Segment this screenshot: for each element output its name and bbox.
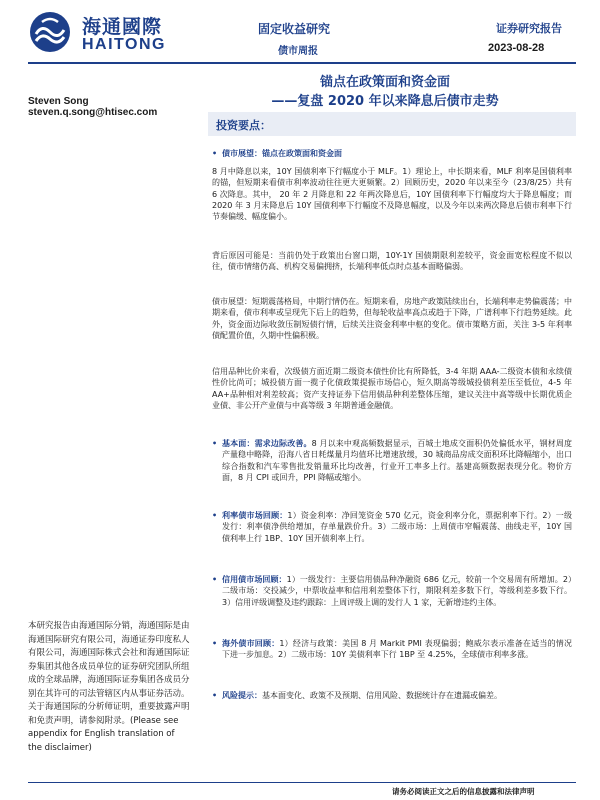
footer-divider xyxy=(28,782,576,783)
main-content xyxy=(208,112,576,772)
bullet-overseas-review-text: 海外债市回顾：1）经济与政策：美国 8 月 Markit PMI 表现偏弱；鲍威尔表示准备在适当的情况下进一步加息。2）二级市场：10Y 美债利率下行 1BP 至 4.25%，全球债市利率多涨。 xyxy=(222,639,572,660)
report-type: 固定收益研究 xyxy=(258,22,331,36)
bullet-dot-icon: • xyxy=(212,149,218,158)
report-date: 2023-08-28 xyxy=(488,42,545,54)
paragraph-reasons: 背后原因可能是：当前仍处于政策出台窗口期，10Y-1Y 国债期限利差较平，资金面宽松程度不似以往，债市情绪仍高、机构交易偏拥挤，长端利率低点时点基本面略偏弱。 xyxy=(212,251,572,272)
bullet-dot-icon: • xyxy=(212,691,218,700)
bullet-dot-icon: • xyxy=(212,439,218,448)
analyst-email[interactable]: steven.q.song@htisec.com xyxy=(28,107,158,118)
report-header xyxy=(0,0,600,64)
paragraph-rate-decline: 8 月中降息以来，10Y 国债利率下行幅度小于 MLF。1）理论上，中长期来看，MLF 利率是国债利率的锚，但短期来看债市利率波动往往更大更频繁。2）回顾历史，2020 年以来至今（23/8/25）共有 6 次降息。其中， 20 年 2 月降息和 22 年两次降息后，10Y 国债利率下行幅度均大于降息幅度；而 2020 年 3 月末降息后 10Y 国债利率下行幅度不及降息幅度，以及今年以来两次降息后债市利率下行节奏偏缓、幅度偏小。 xyxy=(212,167,572,222)
section-header xyxy=(208,112,576,136)
bullet-rates-review-text: 利率债市场回顾：1）资金利率：净回笼资金 570 亿元，资金利率分化，票据利率下行。2）一级发行：利率债净供给增加，存单量跌价升。3）二级市场：上周债市窄幅震荡、曲线走平，10Y 国债利率上行 1BP、10Y 国开债利率上行。 xyxy=(222,511,572,543)
bullet-credit-review-text: 信用债市场回顾：1）一级发行：主要信用债品种净融资 686 亿元，较前一个交易周有所增加。2）二级市场：交投减少，中票收益率和信用利差整体下行，期限利差多数下行，等级利差多数下行。3）信用评级调整及违约跟踪：上周评级上调的发行人 1 家，无新增违约主体。 xyxy=(222,575,572,607)
footer-disclaimer: 请务必阅读正文之后的信息披露和法律声明 xyxy=(392,787,535,796)
section-heading: 投资要点： xyxy=(216,119,271,132)
report-subtitle: ——复盘 2020 年以来降息后债市走势 xyxy=(271,94,499,109)
report-title: 锚点在政策面和资金面 xyxy=(319,75,450,90)
paragraph-outlook: 债市展望：短期震荡格局，中期行情仍在。短期来看，房地产政策陆续出台，长端利率走势偏震荡；中期来看，债市利率或呈现先下后上的趋势，但每轮收益率高点或趋于下降，广谱利率下行趋势延续。此外，资金面边际收敛压制短债行情，后续关注资金利率中枢的变化。债市策略方面，关注 3-5 年利率债配置价值，久期中性偏积极。 xyxy=(212,297,572,340)
distribution-disclaimer: 本研究报告由海通国际分销，海通国际是由海通国际研究有限公司，海通证券印度私人有限公司，海通国际株式会社和海通国际证券集团其他各成员单位的证券研究团队所组成的全球品牌，海通国际证券集团各成员分别在其许可的司法管辖区内从事证券活动。关于海通国际的分析师证明，重要披露声明和免责声明，请参阅附录。(Please see appendix for English translation of the disclaimer) xyxy=(28,621,190,753)
report-subtype: 债市周报 xyxy=(278,46,318,57)
haitong-logo xyxy=(28,10,178,54)
bullet-dot-icon: • xyxy=(212,511,218,520)
bullet-dot-icon: • xyxy=(212,575,218,584)
report-tag: 证券研究报告 xyxy=(496,22,562,35)
bullet-dot-icon: • xyxy=(212,639,218,648)
bullet-outlook-label: 债市展望：锚点在政策面和资金面 xyxy=(222,149,342,158)
bullet-risk-warning-text: 风险提示：基本面变化、政策不及预期、信用风险、数据统计存在遗漏或偏差。 xyxy=(222,691,502,700)
paragraph-credit-compare: 信用品种比价来看，次级债方面近期二级资本债性价比有所降低，3-4 年期 AAA-二级资本债和永续债性价比尚可；城投债方面一揽子化债政策提振市场信心，短久期高等级城投债利差压至低位，4-5 年 AA+品种相对利差较高；资产支持证券下信用债品种利差整体压缩，建议关注中高等级中长期优质企业债、非公开产业债与中高等级 3 年期普通金融债。 xyxy=(212,367,572,410)
logo-chinese-text: 海通國際 xyxy=(82,16,163,38)
analyst-name: Steven Song xyxy=(28,96,89,107)
bullet-fundamentals-text: 基本面：需求边际改善。8 月以来中观高频数据显示，百城土地成交面积仍处偏低水平，钢材周度产量稳中略降，沿海八省日耗煤量月均值环比增速放缓，30 城商品房成交面积环比降幅缩小，出口综合指数和汽车零售批发销量环比均改善，行业开工率多上行。基建高频数据表现分化。物价方面，8 月 CPI 或回升，PPI 降幅或缩小。 xyxy=(222,439,572,482)
logo-english-text: HAITONG xyxy=(82,36,166,53)
haitong-logo-mark-icon xyxy=(28,10,72,54)
header-divider xyxy=(28,62,576,64)
